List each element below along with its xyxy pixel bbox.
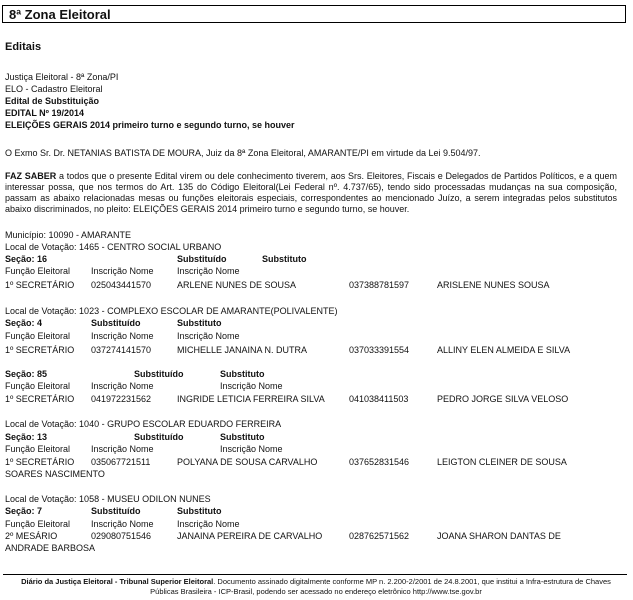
section-title: Editais xyxy=(5,41,42,53)
inscricao-substituto: 037033391554 xyxy=(349,345,410,355)
local-votacao: Local de Votação: 1058 - MUSEU ODILON NUNES xyxy=(5,494,211,504)
inscricao-substituto: 037652831546 xyxy=(349,457,410,467)
inscricao-nome-header: Inscrição Nome xyxy=(177,331,240,341)
footer-text: . Documento assinado digitalmente conforme MP n. 2.200-2/2001 de 24.8.2001, que institui a Infra-estrutura de Chaves Públicas Brasileira - ICP-Brasil, podendo ser acessado no endereço eletrônico http://www.tse.gov.br xyxy=(150,577,611,596)
substituido-header: Substituído xyxy=(134,432,184,442)
inscricao-substituido: 029080751546 xyxy=(91,531,152,541)
nome-substituido: ARLENE NUNES DE SOUSA xyxy=(177,280,297,290)
secao-label: Seção: 7 xyxy=(5,506,43,516)
page-footer xyxy=(10,577,622,597)
inscricao-nome-header: Inscrição Nome xyxy=(220,444,283,454)
substituto-header: Substituto xyxy=(262,254,307,264)
funcao-value: 1º SECRETÁRIO xyxy=(5,345,75,355)
inscricao-substituto: 041038411503 xyxy=(349,394,409,404)
page-header-title: 8ª Zona Eleitoral xyxy=(9,7,111,22)
inscricao-nome-header: Inscrição Nome xyxy=(91,519,154,529)
funcao-value: 1º SECRETÁRIO xyxy=(5,280,75,290)
nome-substituido: MICHELLE JANAINA N. DUTRA xyxy=(177,345,308,355)
doc-line-3: Edital de Substituição xyxy=(5,96,100,106)
nome-substituido: INGRIDE LETICIA FERREIRA SILVA xyxy=(177,394,325,404)
secao-label: Seção: 13 xyxy=(5,432,48,442)
faz-saber-lead: FAZ SABER xyxy=(5,171,57,181)
funcao-header: Função Eleitoral xyxy=(5,444,71,454)
doc-line-2: ELO - Cadastro Eleitoral xyxy=(5,84,103,94)
inscricao-substituto: 037388781597 xyxy=(349,280,410,290)
inscricao-nome-header: Inscrição Nome xyxy=(91,381,154,391)
inscricao-substituido: 025043441570 xyxy=(91,280,152,290)
substituto-header: Substituto xyxy=(220,432,265,442)
nome-substituto: PEDRO JORGE SILVA VELOSO xyxy=(437,394,569,404)
nome-continuation: ANDRADE BARBOSA xyxy=(5,543,96,553)
substituido-header: Substituído xyxy=(91,506,141,516)
substituido-header: Substituído xyxy=(91,318,141,328)
faz-saber-body: a todos que o presente Edital virem ou dele conhecimento tiverem, aos Srs. Eleitores, Fiscais e Delegados de Partidos Políticos, e a quem interessar possa, que nos termos do Art. 135 do Código Eleitoral(Lei Federal nº. 4.737/65), tendo sido processadas mudanças na sua composição, passam as abaixo relacionadas mesas ou funções eleitorais especiais, correspondentes ao mencionado Juízo, a serem integradas pelos substitutos abaixo discriminados, no pleito: ELEIÇÕES GERAIS 2014 primeiro turno e segundo turno, se houver. xyxy=(5,171,617,214)
footer-source: Diário da Justiça Eleitoral - Tribunal Superior Eleitoral xyxy=(21,577,214,586)
funcao-header: Função Eleitoral xyxy=(5,519,71,529)
funcao-header: Função Eleitoral xyxy=(5,331,71,341)
nome-substituto: LEIGTON CLEINER DE SOUSA xyxy=(437,457,567,467)
inscricao-nome-header: Inscrição Nome xyxy=(177,266,240,276)
substituto-header: Substituto xyxy=(177,506,222,516)
secao-label: Seção: 85 xyxy=(5,369,48,379)
local-votacao: Local de Votação: 1023 - COMPLEXO ESCOLAR DE AMARANTE(POLIVALENTE) xyxy=(5,306,338,316)
doc-line-5: ELEIÇÕES GERAIS 2014 primeiro turno e segundo turno, se houver xyxy=(5,120,295,130)
local-votacao: Local de Votação: 1040 - GRUPO ESCOLAR EDUARDO FERREIRA xyxy=(5,419,282,429)
inscricao-nome-header: Inscrição Nome xyxy=(91,444,154,454)
inscricao-nome-header: Inscrição Nome xyxy=(91,266,154,276)
funcao-header: Função Eleitoral xyxy=(5,266,71,276)
judge-paragraph: O Exmo Sr. Dr. NETANIAS BATISTA DE MOURA, Juiz da 8ª Zona Eleitoral, AMARANTE/PI em virtude da Lei 9.504/97. xyxy=(5,148,481,158)
substituido-header: Substituído xyxy=(134,369,184,379)
doc-line-1: Justiça Eleitoral - 8ª Zona/PI xyxy=(5,72,119,82)
nome-substituto: JOANA SHARON DANTAS DE xyxy=(437,531,561,541)
footer-divider xyxy=(3,574,627,575)
inscricao-nome-header: Inscrição Nome xyxy=(91,331,154,341)
inscricao-substituido: 035067721511 xyxy=(91,457,151,467)
substituto-header: Substituto xyxy=(177,318,222,328)
funcao-value: 1º SECRETÁRIO xyxy=(5,394,75,404)
inscricao-substituto: 028762571562 xyxy=(349,531,410,541)
inscricao-nome-header: Inscrição Nome xyxy=(177,519,240,529)
municipio-line: Município: 10090 - AMARANTE xyxy=(5,230,132,240)
inscricao-substituido: 041972231562 xyxy=(91,394,152,404)
nome-substituido: POLYANA DE SOUSA CARVALHO xyxy=(177,457,318,467)
local-votacao: Local de Votação: 1465 - CENTRO SOCIAL URBANO xyxy=(5,242,222,252)
funcao-value: 2º MESÁRIO xyxy=(5,531,58,541)
secao-label: Seção: 16 xyxy=(5,254,48,264)
doc-line-4: EDITAL Nº 19/2014 xyxy=(5,108,84,118)
substituido-header: Substituído xyxy=(177,254,227,264)
nome-substituto: ARISLENE NUNES SOUSA xyxy=(437,280,550,290)
inscricao-nome-header: Inscrição Nome xyxy=(220,381,283,391)
faz-saber-paragraph xyxy=(5,171,617,215)
funcao-value: 1º SECRETÁRIO xyxy=(5,457,75,467)
funcao-header: Função Eleitoral xyxy=(5,381,71,391)
secao-label: Seção: 4 xyxy=(5,318,43,328)
nome-continuation: SOARES NASCIMENTO xyxy=(5,469,105,479)
inscricao-substituido: 037274141570 xyxy=(91,345,152,355)
header-box xyxy=(2,5,626,23)
nome-substituto: ALLINY ELEN ALMEIDA E SILVA xyxy=(437,345,571,355)
nome-substituido: JANAINA PEREIRA DE CARVALHO xyxy=(177,531,323,541)
substituto-header: Substituto xyxy=(220,369,265,379)
